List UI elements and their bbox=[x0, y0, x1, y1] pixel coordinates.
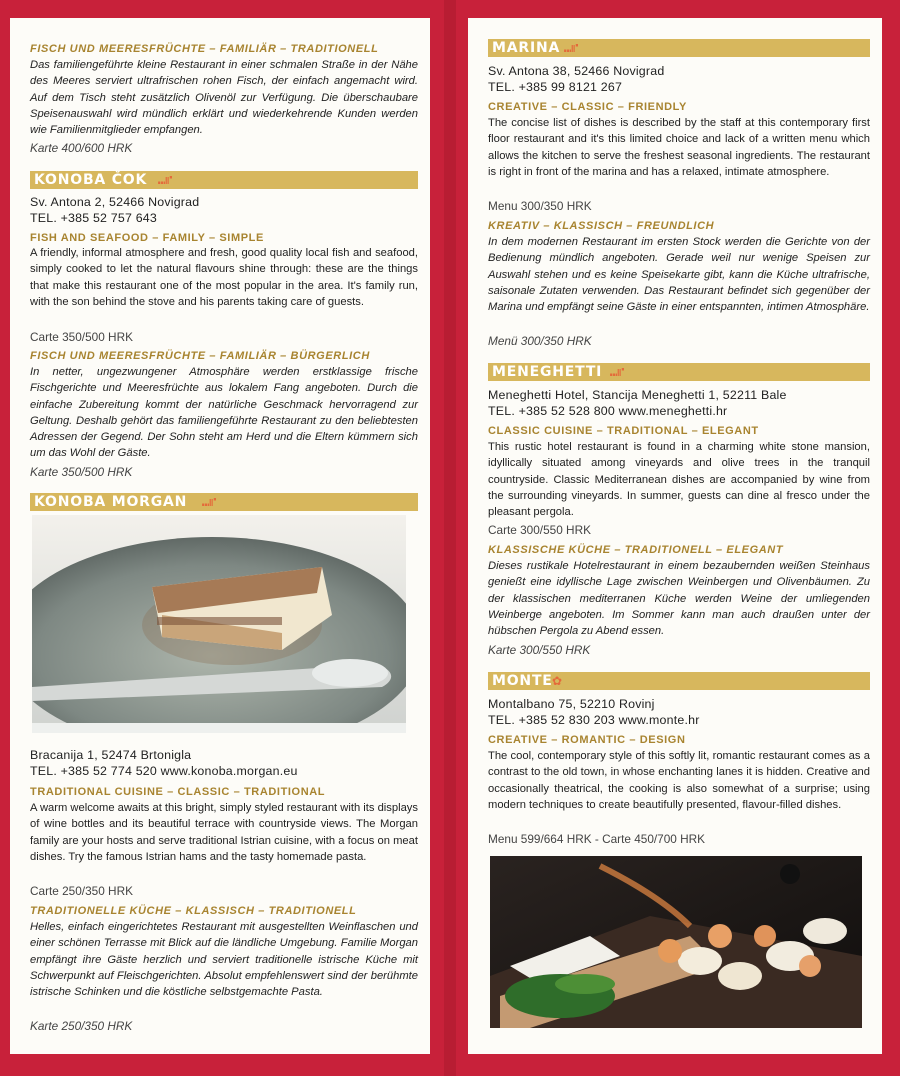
restaurant-header-konoba-morgan bbox=[30, 493, 418, 511]
tag-en: CREATIVE – ROMANTIC – DESIGN bbox=[488, 734, 686, 746]
restaurant-header-marina bbox=[488, 39, 870, 57]
phone: TEL. +385 52 757 643 bbox=[30, 211, 157, 225]
intro-tag-de: FISCH UND MEERESFRÜCHTE – FAMILIÄR – TRADITIONELL bbox=[30, 43, 379, 55]
restaurant-name: MONTE bbox=[492, 673, 553, 689]
restaurant-name: KONOBA ČOK bbox=[34, 172, 148, 188]
tag-en: CLASSIC CUISINE – TRADITIONAL – ELEGANT bbox=[488, 425, 759, 437]
description-de: In netter, ungezwungener Atmosphäre werden erstklassige frische Fischgerichte und Meeresfrüchte aus lokalem Fang angeboten. Durch die einfache Zubereitung kommt der natürliche Geschmack hervorragend zur Geltung. Deshalb gehört das familiengeführte Restaurant zu den beliebtesten Adressen der Gegend. Der Sohn steht am Herd und die Eltern kümmern sich um das Wohl der Gäste. bbox=[30, 366, 418, 460]
tag-en: FISH AND SEAFOOD – FAMILY – SIMPLE bbox=[30, 232, 264, 244]
restaurant-header-konoba-cok bbox=[30, 171, 418, 189]
phone: TEL. +385 99 8121 267 bbox=[488, 80, 623, 94]
seafood-plate-photo bbox=[490, 856, 862, 1028]
description-en: A warm welcome awaits at this bright, simply styled restaurant with its displays of wine bottles and its beautiful terrace with countryside views. The Morgan family are your hosts and serve traditional Istrian cuisine, with a focus on meat dishes. Try the famous Istrian hams and the tasty homemade pasta. bbox=[30, 802, 418, 863]
price-en: Carte 350/500 HRK bbox=[30, 330, 133, 344]
fork-knife-icon: ⑉⑈ bbox=[158, 173, 173, 187]
tag-de: KLASSISCHE KÜCHE – TRADITIONELL – ELEGANT bbox=[488, 544, 784, 556]
restaurant-header-monte bbox=[488, 672, 870, 690]
page-fold bbox=[444, 0, 456, 1076]
description-de: Dieses rustikale Hotelrestaurant in einem bezaubernden weißen Steinhaus genießt eine idyllische Lage zwischen Weinbergen und Olivenbäumen. Zu der klassischen mediterranen Küche werden Weine der umliegenden Weinberge angeboten. Im Sommer kann man auch draußen unter der hübschen Pergola zu Abend essen. bbox=[488, 560, 870, 638]
price-en: Menu 599/664 HRK - Carte 450/700 HRK bbox=[488, 832, 706, 846]
description-en: The cool, contemporary style of this softly lit, romantic restaurant comes as a contrast to the old town, in whose enchanting lanes it is hidden. Creative and occasionally theatrical, the cooking is also somewhat of a surprise; using modern techniques to create beautifully presented, flavour-filled dishes. bbox=[488, 750, 870, 811]
restaurant-name: MARINA bbox=[492, 40, 561, 56]
description-en: This rustic hotel restaurant is found in a charming white stone mansion, idyllically situated among vineyards and olive trees in the tranquil countryside. Classic Mediterranean dishes are accompanied by wine from the surrounding vineyards. In summer, guests can dine al fresco under the pleasant pergola. bbox=[488, 441, 870, 519]
left-page bbox=[10, 18, 430, 1054]
phone: TEL. +385 52 830 203 www.monte.hr bbox=[488, 713, 700, 727]
price-en: Carte 250/350 HRK bbox=[30, 884, 133, 898]
tag-de: KREATIV – KLASSISCH – FREUNDLICH bbox=[488, 220, 715, 232]
price-de: Menü 300/350 HRK bbox=[488, 334, 592, 348]
fork-knife-icon: ⑉⑈ bbox=[202, 495, 217, 509]
tag-en: TRADITIONAL CUISINE – CLASSIC – TRADITIONAL bbox=[30, 786, 326, 798]
address: Sv. Antona 38, 52466 Novigrad bbox=[488, 64, 665, 78]
price-de: Karte 350/500 HRK bbox=[30, 465, 133, 479]
price-de: Karte 300/550 HRK bbox=[488, 643, 591, 657]
description-de: Helles, einfach eingerichtetes Restaurant mit ausgestellten Weinflaschen und einer schönen Terrasse mit Blick auf die ländliche Umgebung. Familie Morgan empfängt ihre Gäste herzlich und serviert traditionelle istrische Küche mit Schwerpunkt auf Fleischgerichten. Absolut empfehlenswert sind der berühmte istrische Schinken und die köstliche selbstgemachte Pasta. bbox=[30, 921, 418, 999]
description-en: The concise list of dishes is described by the staff at this contemporary first floor restaurant and it's this limited choice and lack of a written menu which allows the kitchen to serve the freshest seasonal ingredients. The restaurant is right in front of the marina and has a relaxed, intimate atmosphere. bbox=[488, 117, 870, 178]
address: Meneghetti Hotel, Stancija Meneghetti 1, 52211 Bale bbox=[488, 388, 787, 402]
restaurant-header-meneghetti bbox=[488, 363, 870, 381]
price-en: Menu 300/350 HRK bbox=[488, 199, 592, 213]
tag-de: FISCH UND MEERESFRÜCHTE – FAMILIÄR – BÜRGERLICH bbox=[30, 350, 370, 362]
tiramisu-dessert-photo bbox=[32, 515, 406, 733]
restaurant-name: MENEGHETTI bbox=[492, 364, 603, 380]
michelin-star-icon: ✿ bbox=[552, 674, 563, 688]
tag-de: TRADITIONELLE KÜCHE – KLASSISCH – TRADITIONELL bbox=[30, 905, 357, 917]
fork-knife-icon: ⑉⑈ bbox=[610, 365, 625, 379]
price-de: Karte 250/350 HRK bbox=[30, 1019, 133, 1033]
tag-en: CREATIVE – CLASSIC – FRIENDLY bbox=[488, 101, 687, 113]
fork-knife-icon: ⑉⑈ bbox=[564, 41, 579, 55]
phone: TEL. +385 52 774 520 www.konoba.morgan.eu bbox=[30, 764, 298, 778]
intro-text-de: Das familiengeführte kleine Restaurant in einer schmalen Straße in der Nähe des Meeres serviert ultrafrischen rohen Fisch, der einfach angemacht wird. Auf dem Tisch steht zusätzlich Olivenöl zur Verfügung. Die überschaubare Speisenauswahl wird mündlich erklärt und wiederkehrende Kunden werden wie Familienmitglieder empfangen. bbox=[30, 59, 418, 137]
address: Sv. Antona 2, 52466 Novigrad bbox=[30, 195, 200, 209]
address: Bracanija 1, 52474 Brtonigla bbox=[30, 748, 192, 762]
address: Montalbano 75, 52210 Rovinj bbox=[488, 697, 655, 711]
phone: TEL. +385 52 528 800 www.meneghetti.hr bbox=[488, 404, 728, 418]
description-en: A friendly, informal atmosphere and fresh, good quality local fish and seafood, simply cooked to let the natural flavours shine through: these are the things that make this restaurant one of the most popular in the area. It's family run, with the son behind the stove and his parents taking care of guests. bbox=[30, 247, 418, 308]
intro-price-de: Karte 400/600 HRK bbox=[30, 141, 133, 155]
price-en: Carte 300/550 HRK bbox=[488, 523, 591, 537]
restaurant-name: KONOBA MORGAN bbox=[34, 494, 188, 510]
description-de: In dem modernen Restaurant im ersten Stock werden die Gerichte von der Bedienung mündlich angeboten. Gerade weil nur wenige Speisen zur Auswahl stehen und es keine Speisekarte gibt, kann die Küche ultrafrische, saisonale Zutaten verwenden. Das Restaurant befindet sich gegenüber der Marina und empfängt seine Gäste in einer entspannten, intimen Atmosphäre. bbox=[488, 236, 870, 314]
right-page bbox=[468, 18, 882, 1054]
